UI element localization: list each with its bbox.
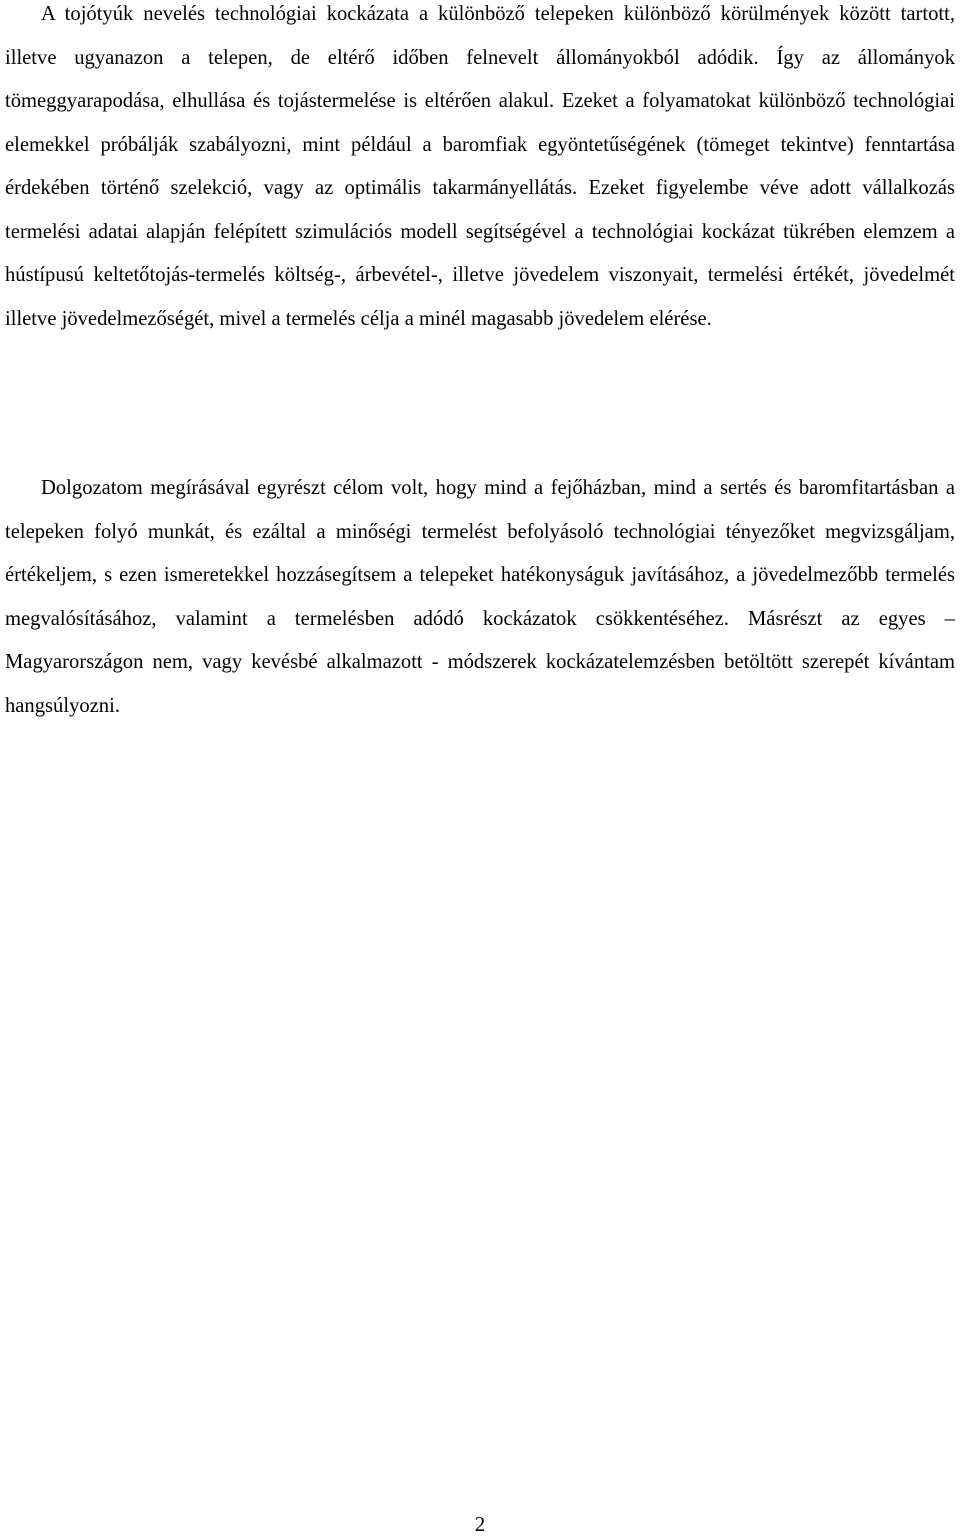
page-number: 2 [474, 1512, 486, 1536]
body-paragraph-1: A tojótyúk nevelés technológiai kockázata a különböző telepeken különböző körülmények között tartott, illetve ugyanazon a telepen, de eltérő időben felnevelt állományokból adódik. Így az állományok tömeggyarapodása, elhullása és tojástermelése is eltérően alakul. Ezeket a folyamatokat különböző technológiai elemekkel próbálják szabályozni, mint például a baromfiak egyöntetűségének (tömeget tekintve) fenntartása érdekében történő szelekció, vagy az optimális takarmányellátás. Ezeket figyelembe véve adott vállalkozás termelési adatai alapján felépített szimulációs modell segítségével a technológiai kockázat tükrében elemzem a hústípusú keltetőtojás-termelés költség-, árbevétel-, illetve jövedelem viszonyait, termelési értékét, jövedelmét illetve jövedelmezőségét, mivel a termelés célja a minél magasabb jövedelem elérése. [5, 3, 955, 330]
body-paragraph-2: Dolgozatom megírásával egyrészt célom volt, hogy mind a fejőházban, mind a sertés és baromfitartásban a telepeken folyó munkát, és ezáltal a minőségi termelést befolyásoló technológiai tényezőket megvizsgáljam, értékeljem, s ezen ismeretekkel hozzásegítsem a telepeket hatékonyságuk javításához, a jövedelmezőbb termelés megvalósításához, valamint a termelésben adódó kockázatok csökkentéséhez. Másrészt az egyes – Magyarországon nem, vagy kevésbé alkalmazott - módszerek kockázatelemzésben betöltött szerepét kívántam hangsúlyozni. [5, 477, 955, 717]
